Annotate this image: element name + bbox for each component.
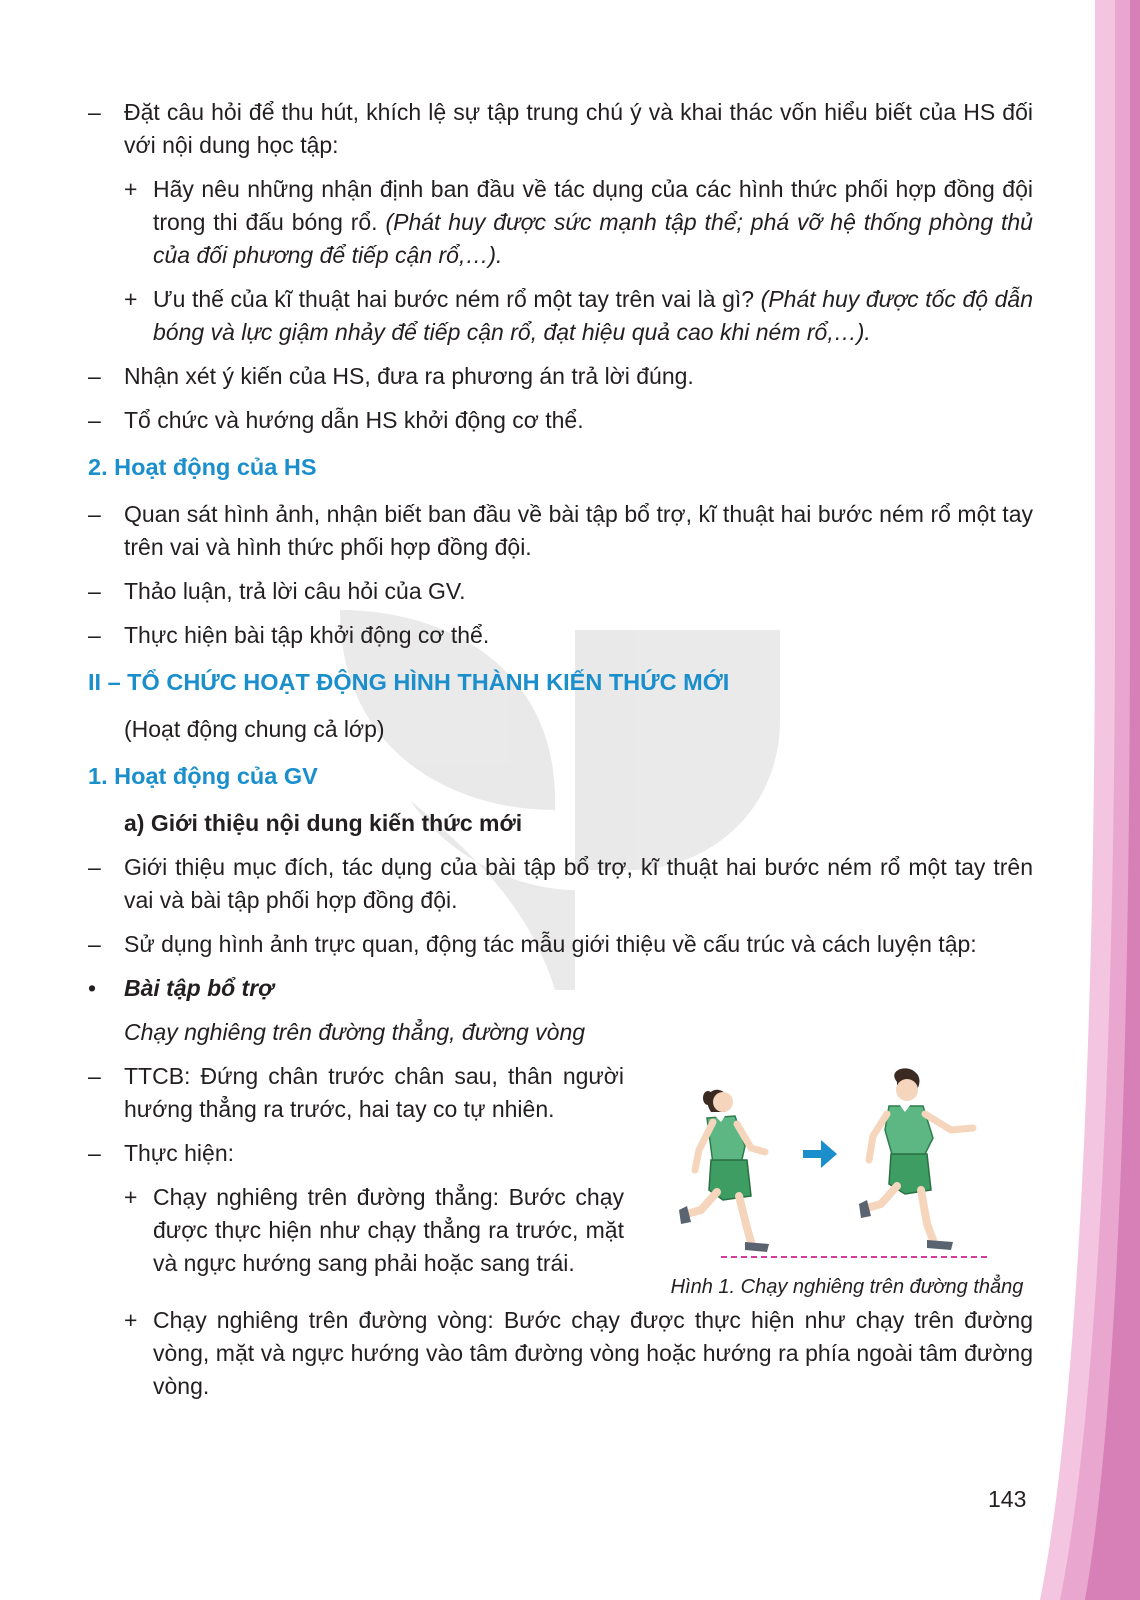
- list-item-text: Thảo luận, trả lời câu hỏi của GV.: [124, 578, 466, 604]
- arrow-right-icon: [803, 1140, 837, 1168]
- dash-marker: –: [88, 501, 101, 527]
- list-item: [88, 619, 1033, 652]
- page-number: 143: [988, 1486, 1027, 1512]
- list-item: [88, 575, 1033, 608]
- question-2-text: Ưu thế của kĩ thuật hai bước ném rổ một tay trên vai là gì?: [153, 286, 761, 312]
- dash-marker: –: [88, 622, 101, 648]
- sub-item-question-2: [124, 283, 1033, 349]
- exercise-subtitle: Chạy nghiêng trên đường thẳng, đường vòng: [124, 1019, 586, 1045]
- ttcb-text: TTCB: Đứng chân trước chân sau, thân người hướng thẳng ra trước, hai tay co tự nhiên.: [124, 1063, 624, 1122]
- plus-marker: +: [124, 286, 138, 312]
- list-item-perform: [88, 1137, 624, 1170]
- section-ii-note: (Hoạt động chung cả lớp): [124, 716, 385, 742]
- list-item-text: Giới thiệu mục đích, tác dụng của bài tập bổ trợ, kĩ thuật hai bước ném rổ một tay trên vai và bài tập phối hợp đồng đội.: [124, 854, 1033, 913]
- bullet-item-exercise: [88, 972, 1033, 1005]
- list-item: [88, 498, 1033, 564]
- dash-marker: –: [88, 854, 101, 880]
- runner-figure-left: [679, 1090, 769, 1252]
- list-item-comment: [88, 360, 1033, 393]
- bullet-marker: •: [88, 975, 97, 1001]
- list-item-text: Quan sát hình ảnh, nhận biết ban đầu về bài tập bổ trợ, kĩ thuật hai bước ném rổ một tay trên vai và hình thức phối hợp đồng đội.: [124, 501, 1033, 560]
- sub-item-question-1: [124, 173, 1033, 272]
- dash-marker: –: [88, 407, 101, 433]
- plus-marker: +: [124, 176, 138, 202]
- list-item-text: Sử dụng hình ảnh trực quan, động tác mẫu giới thiệu về cấu trúc và cách luyện tập:: [124, 931, 977, 957]
- gv-section-heading: 1. Hoạt động của GV: [88, 763, 318, 789]
- list-item-question-intro: [88, 96, 1033, 162]
- page-content: [88, 96, 1033, 1414]
- plus-marker: +: [124, 1184, 138, 1210]
- curve-run-text: Chạy nghiêng trên đường vòng: Bước chạy được thực hiện như chạy trên đường vòng, mặt và ngực hướng vào tâm đường vòng hoặc hướng ra phía ngoài tâm đường vòng.: [153, 1307, 1033, 1399]
- sub-item-straight: [124, 1181, 624, 1280]
- figure-1: [661, 1060, 1033, 1304]
- runner-figure-right: [859, 1068, 973, 1250]
- perform-text: Thực hiện:: [124, 1140, 235, 1166]
- straight-run-text: Chạy nghiêng trên đường thẳng: Bước chạy được thực hiện như chạy thẳng ra trước, mặt và ngực hướng sang phải hoặc sang trái.: [153, 1184, 624, 1276]
- question-intro-text: Đặt câu hỏi để thu hút, khích lệ sự tập trung chú ý và khai thác vốn hiểu biết của HS đối với nội dung học tập:: [124, 99, 1033, 158]
- gv-subheading: a) Giới thiệu nội dung kiến thức mới: [124, 810, 523, 836]
- dash-marker: –: [88, 931, 101, 957]
- dash-marker: –: [88, 99, 101, 125]
- question-1-answer: (Phát huy được sức mạnh tập thể; phá vỡ hệ thống phòng thủ của đối phương để tiếp cận rổ,…).: [153, 209, 1033, 268]
- question-1-text: Hãy nêu những nhận định ban đầu về tác dụng của các hình thức phối hợp đồng đội trong thi đấu bóng rổ.: [153, 176, 1033, 235]
- sub-item-curve: [124, 1304, 1033, 1403]
- list-item: [88, 851, 1033, 917]
- dash-marker: –: [88, 578, 101, 604]
- figure-caption: Hình 1. Chạy nghiêng trên đường thẳng: [670, 1276, 1024, 1298]
- exercise-text-column: [88, 1060, 624, 1304]
- comment-text: Nhận xét ý kiến của HS, đưa ra phương án trả lời đúng.: [124, 363, 694, 389]
- warmup-text: Tổ chức và hướng dẫn HS khởi động cơ thể.: [124, 407, 584, 433]
- list-item-ttcb: [88, 1060, 624, 1126]
- section-ii-heading: II – TỔ CHỨC HOẠT ĐỘNG HÌNH THÀNH KIẾN THỨC MỚI: [88, 669, 730, 695]
- page-edge-decoration: [1040, 0, 1140, 1600]
- question-2-answer: (Phát huy được tốc độ dẫn bóng và lực giậm nhảy để tiếp cận rổ, đạt hiệu quả cao khi ném rổ,…).: [153, 286, 1033, 345]
- list-item-text: Thực hiện bài tập khởi động cơ thể.: [124, 622, 490, 648]
- list-item-warmup: [88, 404, 1033, 437]
- list-item: [88, 928, 1033, 961]
- dash-marker: –: [88, 363, 101, 389]
- running-illustration: [661, 1060, 1033, 1260]
- exercise-title: Bài tập bổ trợ: [124, 975, 274, 1001]
- dash-marker: –: [88, 1063, 101, 1089]
- hs-section-heading: 2. Hoạt động của HS: [88, 454, 317, 480]
- exercise-with-figure: [88, 1060, 1033, 1304]
- dash-marker: –: [88, 1140, 101, 1166]
- plus-marker: +: [124, 1307, 138, 1333]
